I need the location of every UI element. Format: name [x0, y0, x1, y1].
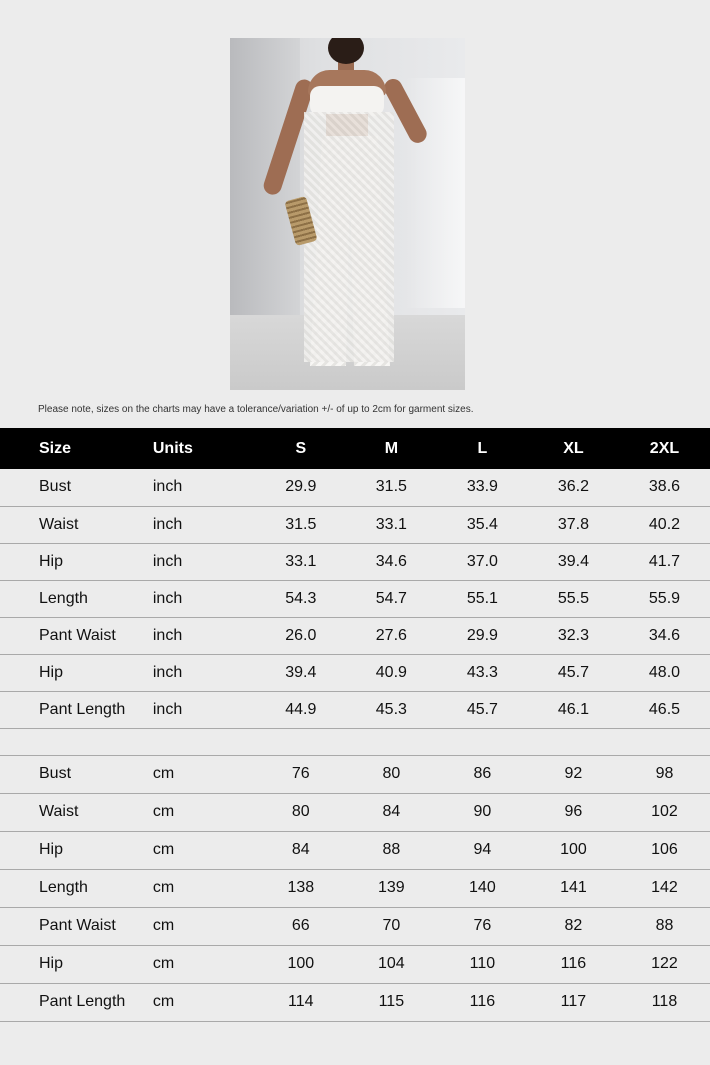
row-value: 88 [346, 831, 437, 869]
row-label: Bust [0, 469, 153, 506]
row-value: 94 [437, 831, 528, 869]
row-value: 40.9 [346, 654, 437, 691]
header-l: L [477, 439, 488, 457]
row-value: 33.9 [437, 469, 528, 506]
size-chart-header-row [0, 428, 710, 469]
row-value: 100 [528, 831, 619, 869]
row-value: 39.4 [256, 654, 346, 691]
row-value: 80 [256, 793, 346, 831]
table-row [0, 617, 710, 654]
row-value: 43.3 [437, 654, 528, 691]
row-value: 110 [437, 945, 528, 983]
row-value: 76 [256, 755, 346, 793]
table-row [0, 469, 710, 506]
table-row [0, 691, 710, 728]
row-value: 33.1 [346, 506, 437, 543]
row-unit: inch [153, 691, 256, 728]
row-value: 117 [528, 983, 619, 1021]
row-unit: cm [153, 869, 256, 907]
row-value: 115 [346, 983, 437, 1021]
header-s: S [295, 439, 307, 457]
row-label: Length [0, 580, 153, 617]
row-value: 138 [256, 869, 346, 907]
row-value: 46.1 [528, 691, 619, 728]
row-value: 38.6 [619, 469, 710, 506]
row-value: 140 [437, 869, 528, 907]
header-xl: XL [563, 439, 584, 457]
row-value: 114 [256, 983, 346, 1021]
row-unit: inch [153, 543, 256, 580]
row-value: 84 [346, 793, 437, 831]
row-value: 98 [619, 755, 710, 793]
size-tolerance-note: Please note, sizes on the charts may have a tolerance/variation +/- of up to 2cm for garment sizes. [38, 404, 474, 415]
row-value: 32.3 [528, 617, 619, 654]
row-label: Hip [0, 654, 153, 691]
table-row [0, 869, 710, 907]
row-label: Pant Length [0, 691, 153, 728]
model-head [328, 38, 364, 64]
row-label: Waist [0, 506, 153, 543]
row-unit: cm [153, 793, 256, 831]
row-value: 44.9 [256, 691, 346, 728]
row-label: Pant Waist [0, 617, 153, 654]
row-label: Bust [0, 755, 153, 793]
row-value: 27.6 [346, 617, 437, 654]
row-value: 54.7 [346, 580, 437, 617]
row-value: 139 [346, 869, 437, 907]
row-value: 45.3 [346, 691, 437, 728]
row-value: 33.1 [256, 543, 346, 580]
row-label: Hip [0, 543, 153, 580]
row-value: 88 [619, 907, 710, 945]
table-row [0, 831, 710, 869]
row-value: 92 [528, 755, 619, 793]
row-value: 41.7 [619, 543, 710, 580]
table-row [0, 755, 710, 793]
row-value: 46.5 [619, 691, 710, 728]
row-unit: cm [153, 983, 256, 1021]
row-value: 31.5 [346, 469, 437, 506]
header-units: Units [152, 439, 193, 457]
table-row [0, 506, 710, 543]
row-value: 45.7 [437, 691, 528, 728]
row-value: 118 [619, 983, 710, 1021]
row-unit: inch [153, 506, 256, 543]
size-chart-table [0, 428, 710, 1022]
row-unit: cm [153, 755, 256, 793]
row-value: 100 [256, 945, 346, 983]
row-value: 86 [437, 755, 528, 793]
lace-overlay [304, 112, 394, 362]
lace-bandeau-top [310, 86, 384, 116]
row-value: 34.6 [346, 543, 437, 580]
row-value: 66 [256, 907, 346, 945]
row-unit: cm [153, 907, 256, 945]
row-value: 37.0 [437, 543, 528, 580]
table-row [0, 907, 710, 945]
row-value: 82 [528, 907, 619, 945]
row-label: Pant Waist [0, 907, 153, 945]
row-value: 45.7 [528, 654, 619, 691]
row-value: 55.1 [437, 580, 528, 617]
row-value: 34.6 [619, 617, 710, 654]
header-m: M [384, 439, 399, 457]
row-value: 31.5 [256, 506, 346, 543]
row-value: 80 [346, 755, 437, 793]
spacer-cell [0, 728, 710, 755]
row-value: 102 [619, 793, 710, 831]
product-photo [230, 38, 465, 390]
row-value: 104 [346, 945, 437, 983]
row-unit: cm [153, 945, 256, 983]
row-value: 37.8 [528, 506, 619, 543]
header-2xl: 2XL [649, 439, 680, 457]
row-label: Hip [0, 945, 153, 983]
row-unit: inch [153, 617, 256, 654]
row-value: 142 [619, 869, 710, 907]
row-value: 70 [346, 907, 437, 945]
row-value: 35.4 [437, 506, 528, 543]
row-value: 39.4 [528, 543, 619, 580]
row-label: Length [0, 869, 153, 907]
table-row [0, 983, 710, 1021]
row-value: 48.0 [619, 654, 710, 691]
table-row [0, 793, 710, 831]
row-unit: inch [153, 580, 256, 617]
row-value: 55.9 [619, 580, 710, 617]
row-value: 55.5 [528, 580, 619, 617]
table-row [0, 945, 710, 983]
table-row [0, 543, 710, 580]
row-value: 36.2 [528, 469, 619, 506]
header-size: Size [39, 439, 72, 457]
row-unit: cm [153, 831, 256, 869]
row-value: 116 [437, 983, 528, 1021]
row-value: 96 [528, 793, 619, 831]
row-label: Waist [0, 793, 153, 831]
row-value: 29.9 [256, 469, 346, 506]
row-value: 90 [437, 793, 528, 831]
row-value: 141 [528, 869, 619, 907]
row-value: 84 [256, 831, 346, 869]
row-label: Pant Length [0, 983, 153, 1021]
row-value: 26.0 [256, 617, 346, 654]
row-value: 76 [437, 907, 528, 945]
row-value: 29.9 [437, 617, 528, 654]
table-spacer-row [0, 728, 710, 755]
row-unit: inch [153, 469, 256, 506]
table-row [0, 654, 710, 691]
row-unit: inch [153, 654, 256, 691]
table-row [0, 580, 710, 617]
row-value: 122 [619, 945, 710, 983]
row-value: 106 [619, 831, 710, 869]
row-label: Hip [0, 831, 153, 869]
row-value: 116 [528, 945, 619, 983]
row-value: 54.3 [256, 580, 346, 617]
row-value: 40.2 [619, 506, 710, 543]
